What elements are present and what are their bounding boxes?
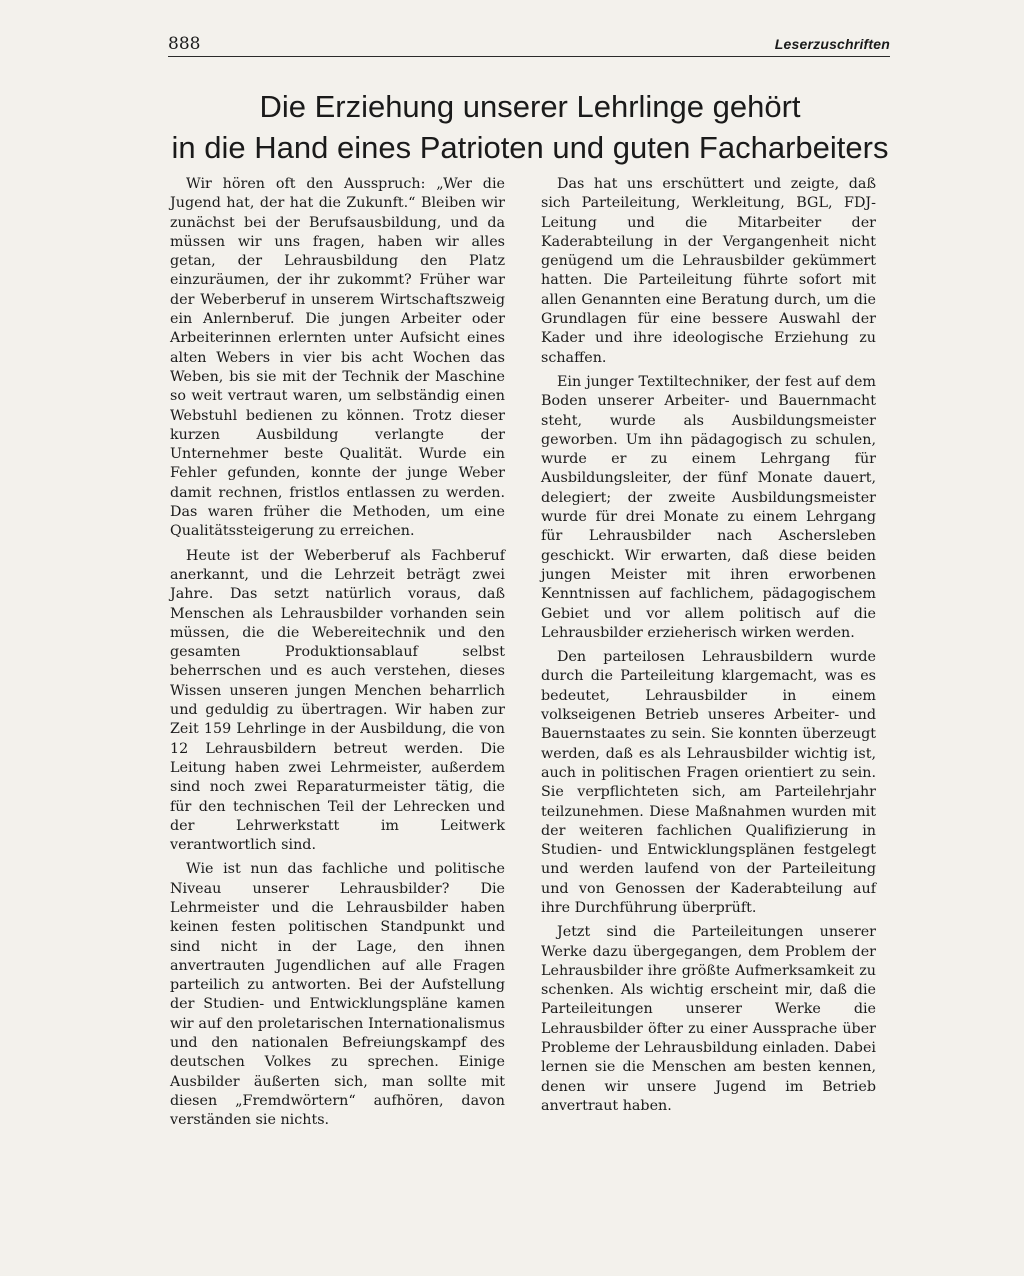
title-line-2: in die Hand eines Patrioten und guten Facharbeiters: [171, 130, 889, 165]
page-header: [168, 34, 890, 57]
page-number: 888: [168, 34, 201, 54]
paragraph: Wie ist nun das fachliche und politische Niveau unserer Lehrausbilder? Die Lehrmeister und die Lehrausbilder haben keinen festen politischen Standpunkt und sind nicht in der Lage, den ihnen anvertrauten Jugendlichen auf alle Fragen parteilich zu antworten. Bei der Aufstellung der Studien- und Entwicklungspläne kamen wir auf den proletarischen Internationalismus und den nationalen Befreiungskampf des deutschen Volkes zu sprechen. Einige Ausbilder äußerten sich, man sollte mit diesen „Fremdwörtern“ aufhören, davon verständen sie nichts.: [170, 861, 505, 1129]
article-title: [160, 86, 900, 168]
paragraph: Jetzt sind die Parteileitungen unserer Werke dazu übergegangen, dem Problem der Lehrausbilder ihre größte Aufmerksamkeit zu schenken. Als wichtig erscheint mir, daß die Parteileitungen unserer Werke die Lehrausbilder öfter zu einer Aussprache über Probleme der Lehrausbildung einladen. Dabei lernen sie die Menschen am besten kennen, denen wir unsere Jugend im Betrieb anvertraut haben.: [541, 924, 876, 1114]
running-head: Leserzuschriften: [774, 36, 890, 52]
paragraph: Den parteilosen Lehrausbildern wurde durch die Parteileitung klargemacht, was es bedeutet, Lehrausbilder in einem volkseigenen Betrieb unseres Arbeiter- und Bauernstaates zu sein. Sie konnten überzeugt werden, daß es als Lehrausbilder wichtig ist, auch in politischen Fragen orientiert zu sein. Sie verpflichteten sich, am Parteilehrjahr teilzunehmen. Diese Maßnahmen wurden mit der weiteren fachlichen Qualifizierung in Studien- und Entwicklungsplänen festgelegt und werden laufend von der Parteileitung und von Genossen der Kaderabteilung auf ihre Durchführung überprüft.: [541, 649, 876, 916]
paragraph: Heute ist der Weberberuf als Fachberuf anerkannt, und die Lehrzeit beträgt zwei Jahre. Das setzt natürlich voraus, daß Menschen als Lehrausbilder vorhanden sein müssen, die die Webereitechnik und den gesamten Produktionsablauf selbst beherrschen und es auch verstehen, dieses Wissen unseren jungen Menchen beharrlich und geduldig zu übertragen. Wir haben zur Zeit 159 Lehrlinge in der Ausbildung, die von 12 Lehrausbildern betreut werden. Die Leitung haben zwei Lehrmeister, außerdem sind noch zwei Reparaturmeister tätig, die für den technischen Teil der Lehrecken und der Lehrwerkstatt im Leitwerk verantwortlich sind.: [170, 547, 505, 854]
left-column: [170, 175, 505, 1136]
paragraph: Das hat uns erschüttert und zeigte, daß sich Parteileitung, Werkleitung, BGL, FDJ-Leitung und die Mitarbeiter der Kaderabteilung in der Vergangenheit nicht genügend um die Lehrausbilder gekümmert hatten. Die Parteileitung führte sofort mit allen Genannten eine Beratung durch, um die Grundlagen für eine bessere Auswahl der Kader und ihre ideologische Erziehung zu schaffen.: [541, 176, 876, 366]
paragraph: Wir hören oft den Ausspruch: „Wer die Jugend hat, der hat die Zukunft.“ Bleiben wir zunächst bei der Berufsausbildung, und da müssen wir uns fragen, haben wir alles getan, der Lehrausbildung den Platz einzuräumen, der ihr zukommt? Früher war der Weberberuf in unserem Wirtschaftszweig ein Anlernberuf. Die jungen Arbeiter oder Arbeiterinnen erlernten unter Aufsicht eines alten Webers in vier bis acht Wochen das Weben, bis sie mit der Technik der Maschine so weit vertraut waren, um selbständig einen Webstuhl bedienen zu können. Trotz dieser kurzen Ausbildung verlangte der Unternehmer beste Qualität. Wurde ein Fehler gefunden, konnte der junge Weber damit rechnen, fristlos entlassen zu werden. Das waren früher die Methoden, um eine Qualitätssteigerung zu erreichen.: [170, 176, 505, 540]
title-line-1: Die Erziehung unserer Lehrlinge gehört: [259, 89, 801, 124]
paragraph: Ein junger Textiltechniker, der fest auf dem Boden unserer Arbeiter- und Bauernmacht steht, wurde als Ausbildungsmeister geworben. Um ihn pädagogisch zu schulen, wurde er zu einem Lehrgang für Ausbildungsleiter, der fünf Monate dauert, delegiert; der zweite Ausbildungsmeister wurde für drei Monate zu einem Lehrgang für Lehrausbilder nach Aschersleben geschickt. Wir erwarten, daß diese beiden jungen Meister mit ihren erworbenen Kenntnissen auf fachlichem, pädagogischem Gebiet und vor allem politisch auf die Lehrausbilder erzieherisch wirken werden.: [541, 373, 876, 641]
right-column: [541, 175, 876, 1121]
